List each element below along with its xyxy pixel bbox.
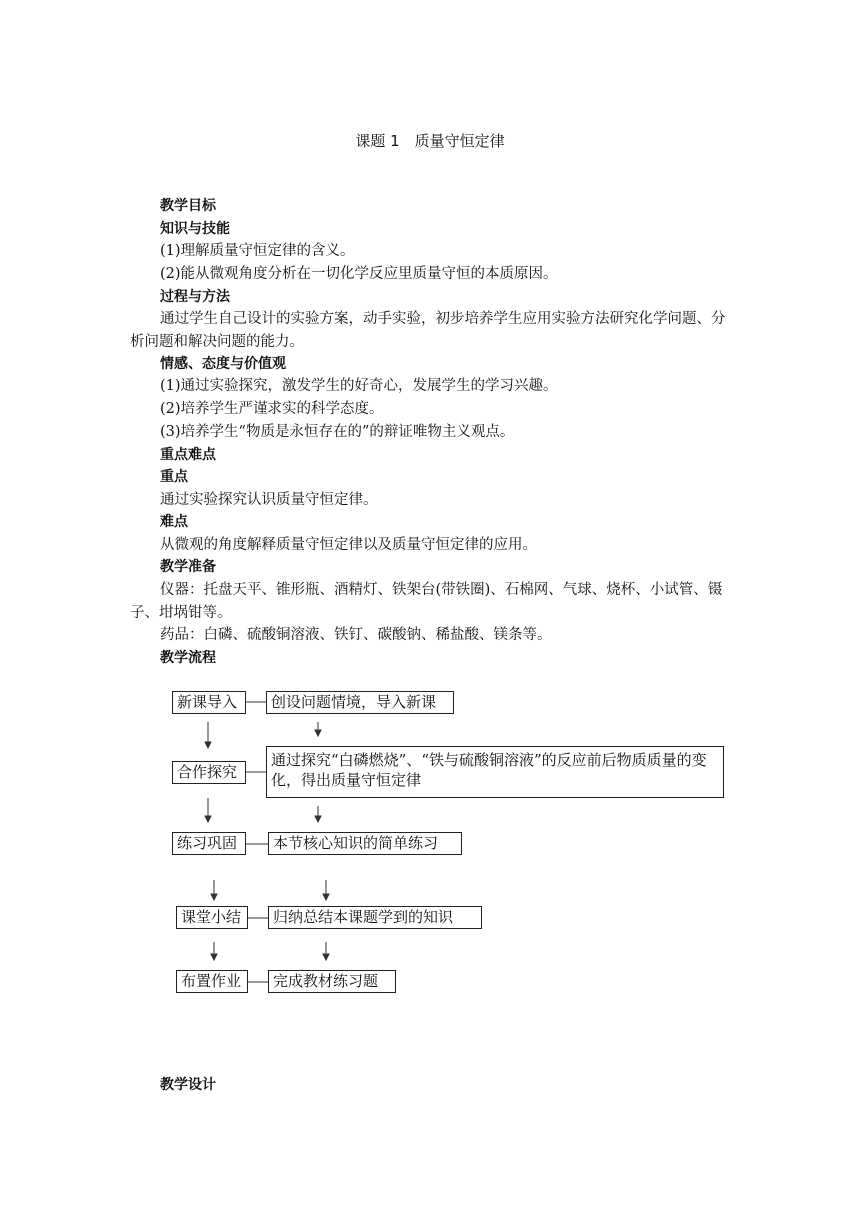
flow-step-3-desc: 本节核心知识的简单练习 bbox=[268, 832, 462, 855]
flow-step-4-desc: 归纳总结本课题学到的知识 bbox=[268, 906, 482, 929]
heading-objectives: 教学目标 bbox=[160, 198, 216, 214]
heading-prep: 教学准备 bbox=[160, 559, 216, 575]
knowledge-item-2: (2)能从微观角度分析在一切化学反应里质量守恒的本质原因。 bbox=[160, 266, 558, 282]
process-text: 通过学生自己设计的实验方案，动手实验，初步培养学生应用实验方法研究化学问题、分析问题和解决问题的能力。 bbox=[130, 311, 726, 350]
flow-step-2-label: 合作探究 bbox=[172, 761, 246, 784]
emotion-item-2: (2)培养学生严谨求实的科学态度。 bbox=[160, 401, 384, 417]
emotion-item-3: (3)培养学生“物质是永恒存在的”的辩证唯物主义观点。 bbox=[160, 424, 515, 440]
heading-emotion: 情感、态度与价值观 bbox=[160, 356, 286, 372]
knowledge-item-1: (1)理解质量守恒定律的含义。 bbox=[160, 243, 355, 259]
flow-step-5-label: 布置作业 bbox=[176, 970, 248, 993]
flow-step-5-desc: 完成教材练习题 bbox=[268, 970, 396, 993]
chemicals-text: 药品：白磷、硫酸铜溶液、铁钉、碳酸钠、稀盐酸、镁条等。 bbox=[160, 627, 552, 643]
heading-key-difficult: 重点难点 bbox=[160, 447, 216, 463]
heading-key: 重点 bbox=[160, 469, 188, 485]
heading-design: 教学设计 bbox=[160, 1077, 216, 1093]
difficult-text: 从微观的角度解释质量守恒定律以及质量守恒定律的应用。 bbox=[160, 537, 537, 553]
flow-step-3-label: 练习巩固 bbox=[172, 832, 246, 855]
heading-flow: 教学流程 bbox=[160, 650, 216, 666]
heading-process: 过程与方法 bbox=[160, 289, 230, 305]
flow-step-4-label: 课堂小结 bbox=[176, 906, 248, 929]
heading-knowledge: 知识与技能 bbox=[160, 221, 230, 237]
flow-step-1-label: 新课导入 bbox=[172, 691, 246, 714]
flow-step-1-desc: 创设问题情境，导入新课 bbox=[266, 691, 454, 714]
heading-difficult: 难点 bbox=[160, 514, 188, 530]
key-text: 通过实验探究认识质量守恒定律。 bbox=[160, 492, 378, 508]
instruments-text: 仪器：托盘天平、锥形瓶、酒精灯、铁架台(带铁圈)、石棉网、气球、烧杯、小试管、镊子、坩埚钳等。 bbox=[130, 582, 723, 621]
flow-step-2-desc: 通过探究“白磷燃烧”、“铁与硫酸铜溶液”的反应前后物质质量的变化，得出质量守恒定律 bbox=[266, 746, 724, 798]
emotion-item-1: (1)通过实验探究，激发学生的好奇心，发展学生的学习兴趣。 bbox=[160, 378, 558, 394]
page-title: 课题 1 质量守恒定律 bbox=[355, 132, 505, 150]
